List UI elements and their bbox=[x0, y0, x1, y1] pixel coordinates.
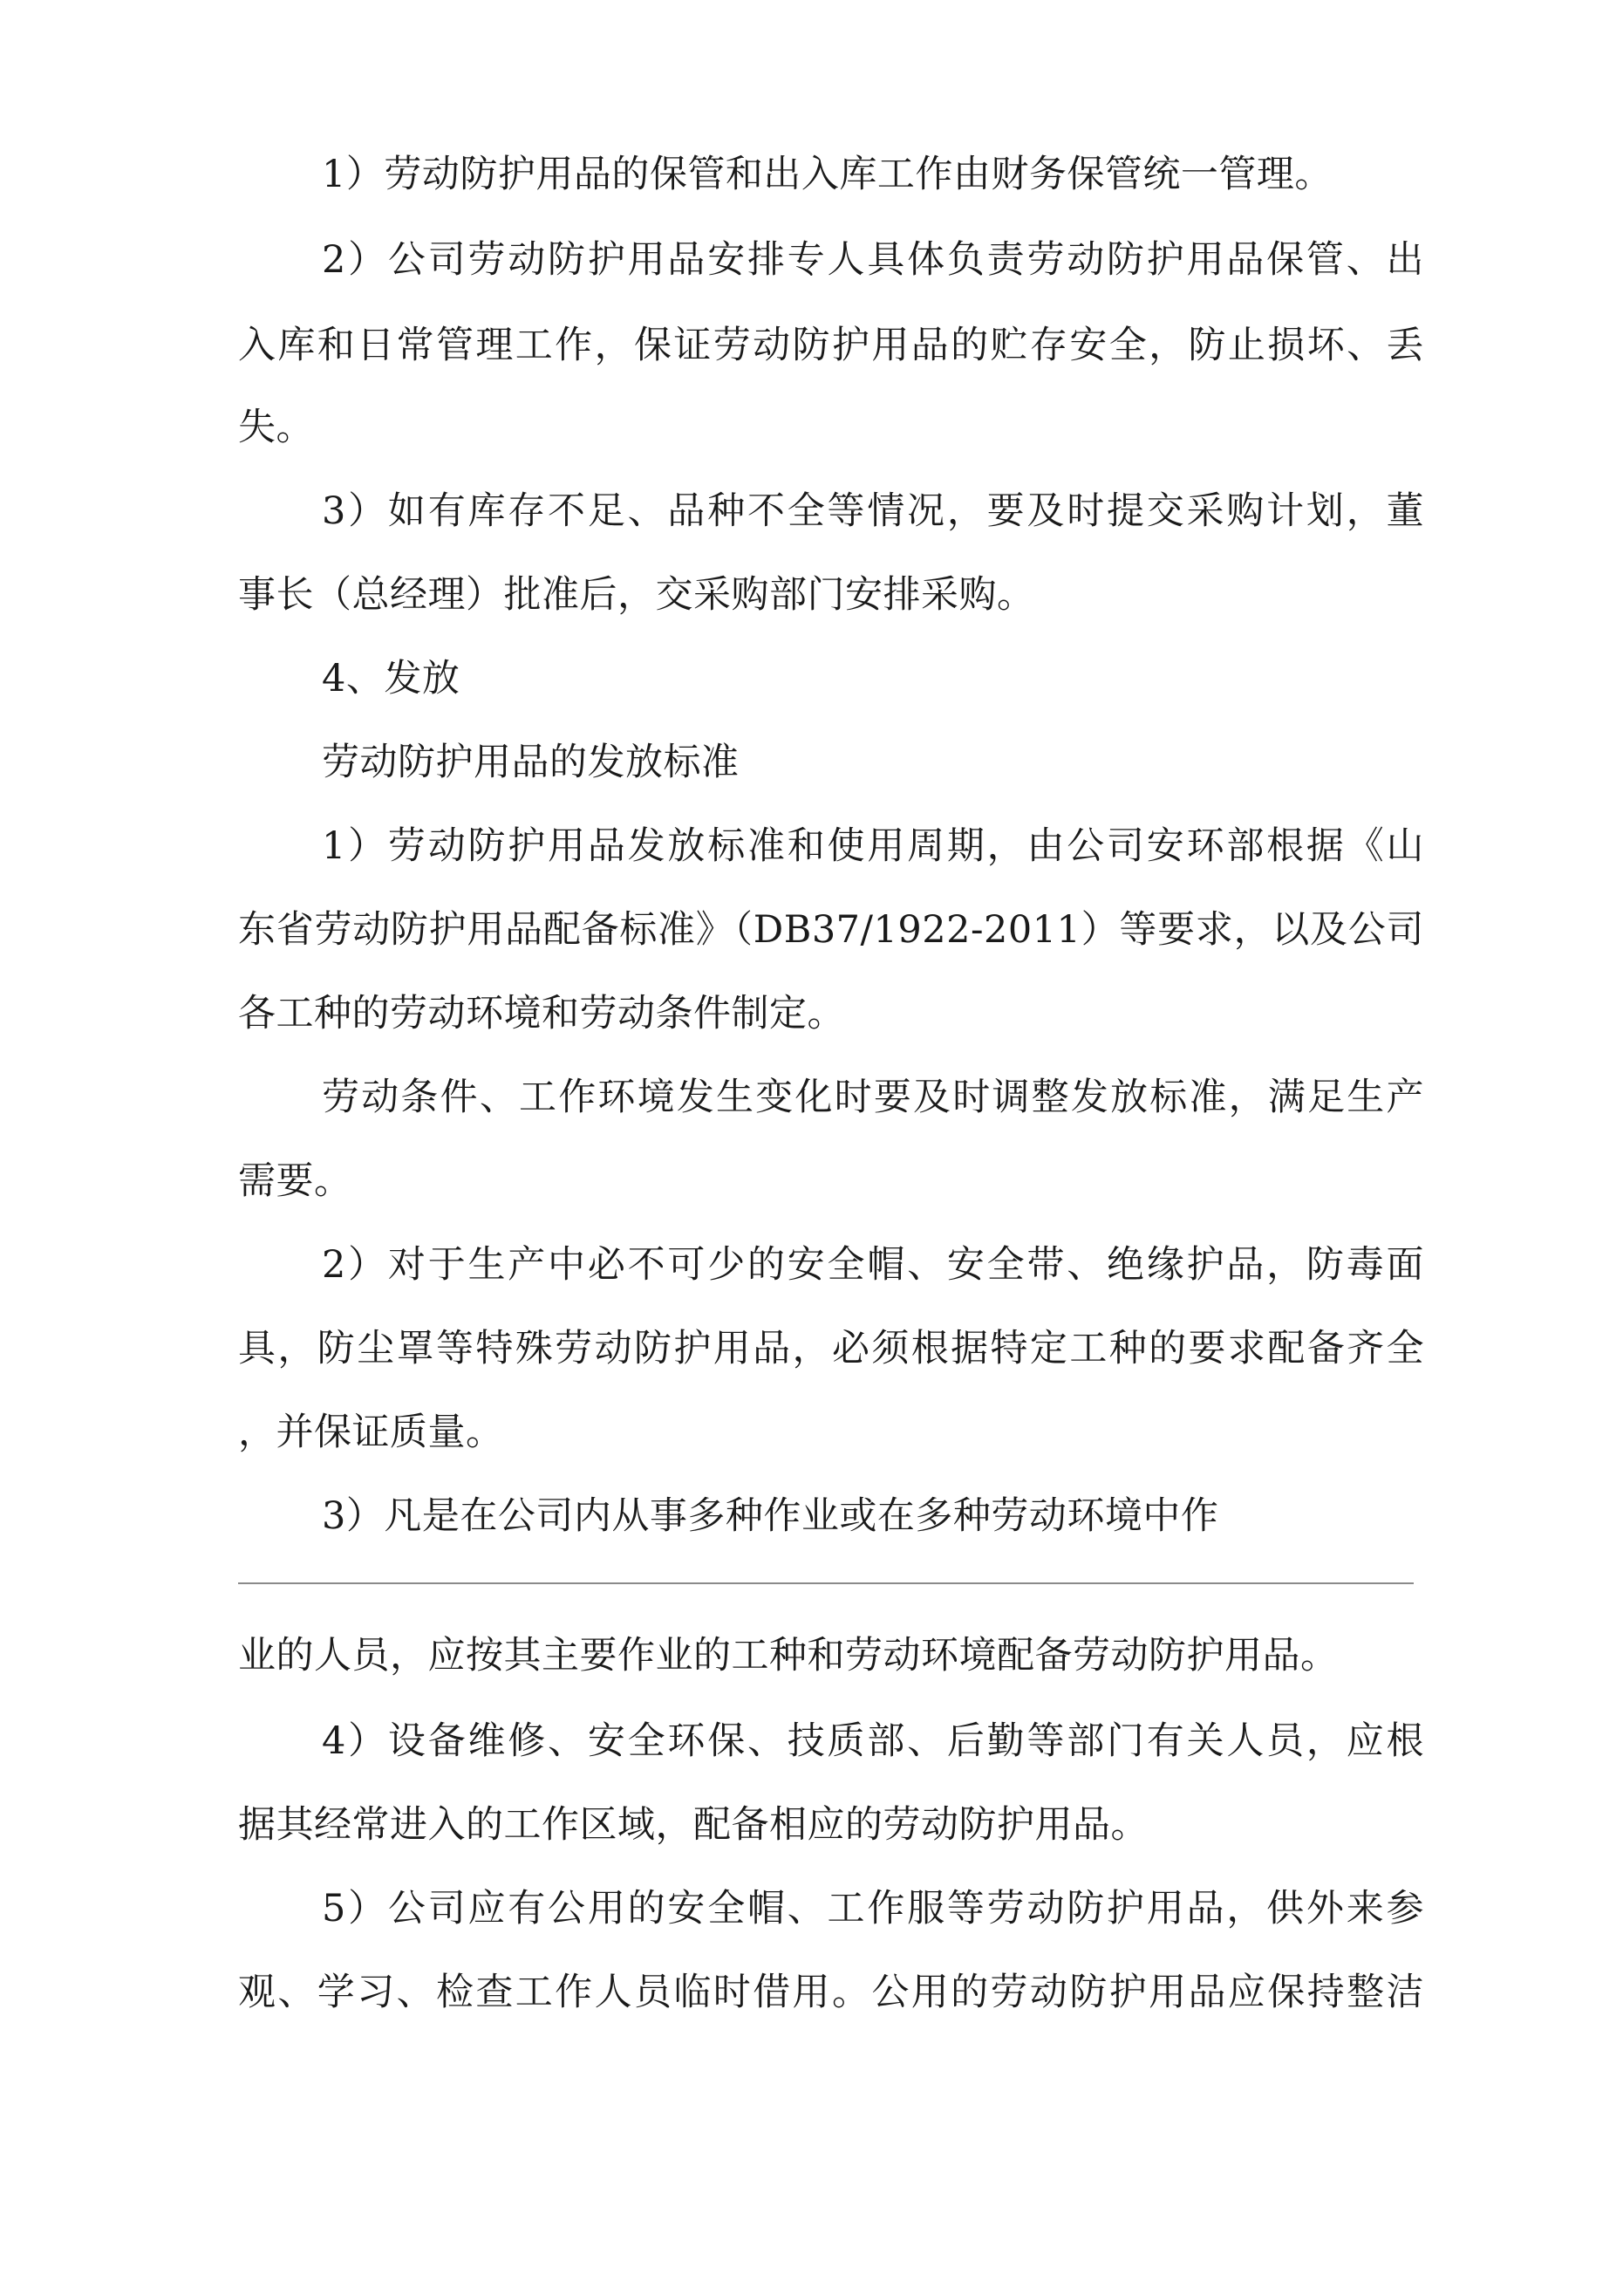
text-line: 具，防尘罩等特殊劳动防护用品，必须根据特定工种的要求配备齐全 bbox=[238, 1327, 1424, 1370]
text-line: 劳动条件、工作环境发生变化时要及时调整发放标准，满足生产 bbox=[322, 1076, 1424, 1119]
page-break-divider bbox=[238, 1582, 1414, 1584]
text-line: ，并保证质量。 bbox=[238, 1411, 504, 1454]
text-line: 需要。 bbox=[238, 1159, 352, 1203]
text-line: 2）公司劳动防护用品安排专人具体负责劳动防护用品保管、出 bbox=[322, 238, 1424, 282]
text-line: 入库和日常管理工作，保证劳动防护用品的贮存安全，防止损坏、丢 bbox=[238, 324, 1424, 367]
subsection-heading: 劳动防护用品的发放标准 bbox=[322, 741, 740, 784]
text-line: 据其经常进入的工作区域，配备相应的劳动防护用品。 bbox=[238, 1803, 1149, 1847]
text-line: 失。 bbox=[238, 406, 314, 449]
text-line: 1）劳动防护用品的保管和出入库工作由财务保管统一管理。 bbox=[322, 153, 1333, 196]
text-line: 2）对于生产中必不可少的安全帽、安全带、绝缘护品，防毒面 bbox=[322, 1243, 1424, 1287]
text-line: 业的人员，应按其主要作业的工种和劳动环境配备劳动防护用品。 bbox=[238, 1634, 1339, 1678]
text-line: 4）设备维修、安全环保、技质部、后勤等部门有关人员，应根 bbox=[322, 1719, 1424, 1763]
text-line: 事长（总经理）批准后，交采购部门安排采购。 bbox=[238, 573, 1035, 617]
text-line: 观、学习、检查工作人员临时借用。公用的劳动防护用品应保持整洁 bbox=[238, 1971, 1424, 2014]
text-line: 1）劳动防护用品发放标准和使用周期，由公司安环部根据《山 bbox=[322, 824, 1424, 868]
text-line: 3）凡是在公司内从事多种作业或在多种劳动环境中作 bbox=[322, 1494, 1219, 1538]
section-heading: 4、发放 bbox=[322, 657, 460, 700]
text-line: 3）如有库存不足、品种不全等情况，要及时提交采购计划，董 bbox=[322, 489, 1424, 533]
text-line: 各工种的劳动环境和劳动条件制定。 bbox=[238, 992, 845, 1035]
text-line: 东省劳动防护用品配备标准》（DB37/1922-2011）等要求，以及公司 bbox=[238, 908, 1424, 952]
text-line: 5）公司应有公用的安全帽、工作服等劳动防护用品，供外来参 bbox=[322, 1887, 1424, 1930]
